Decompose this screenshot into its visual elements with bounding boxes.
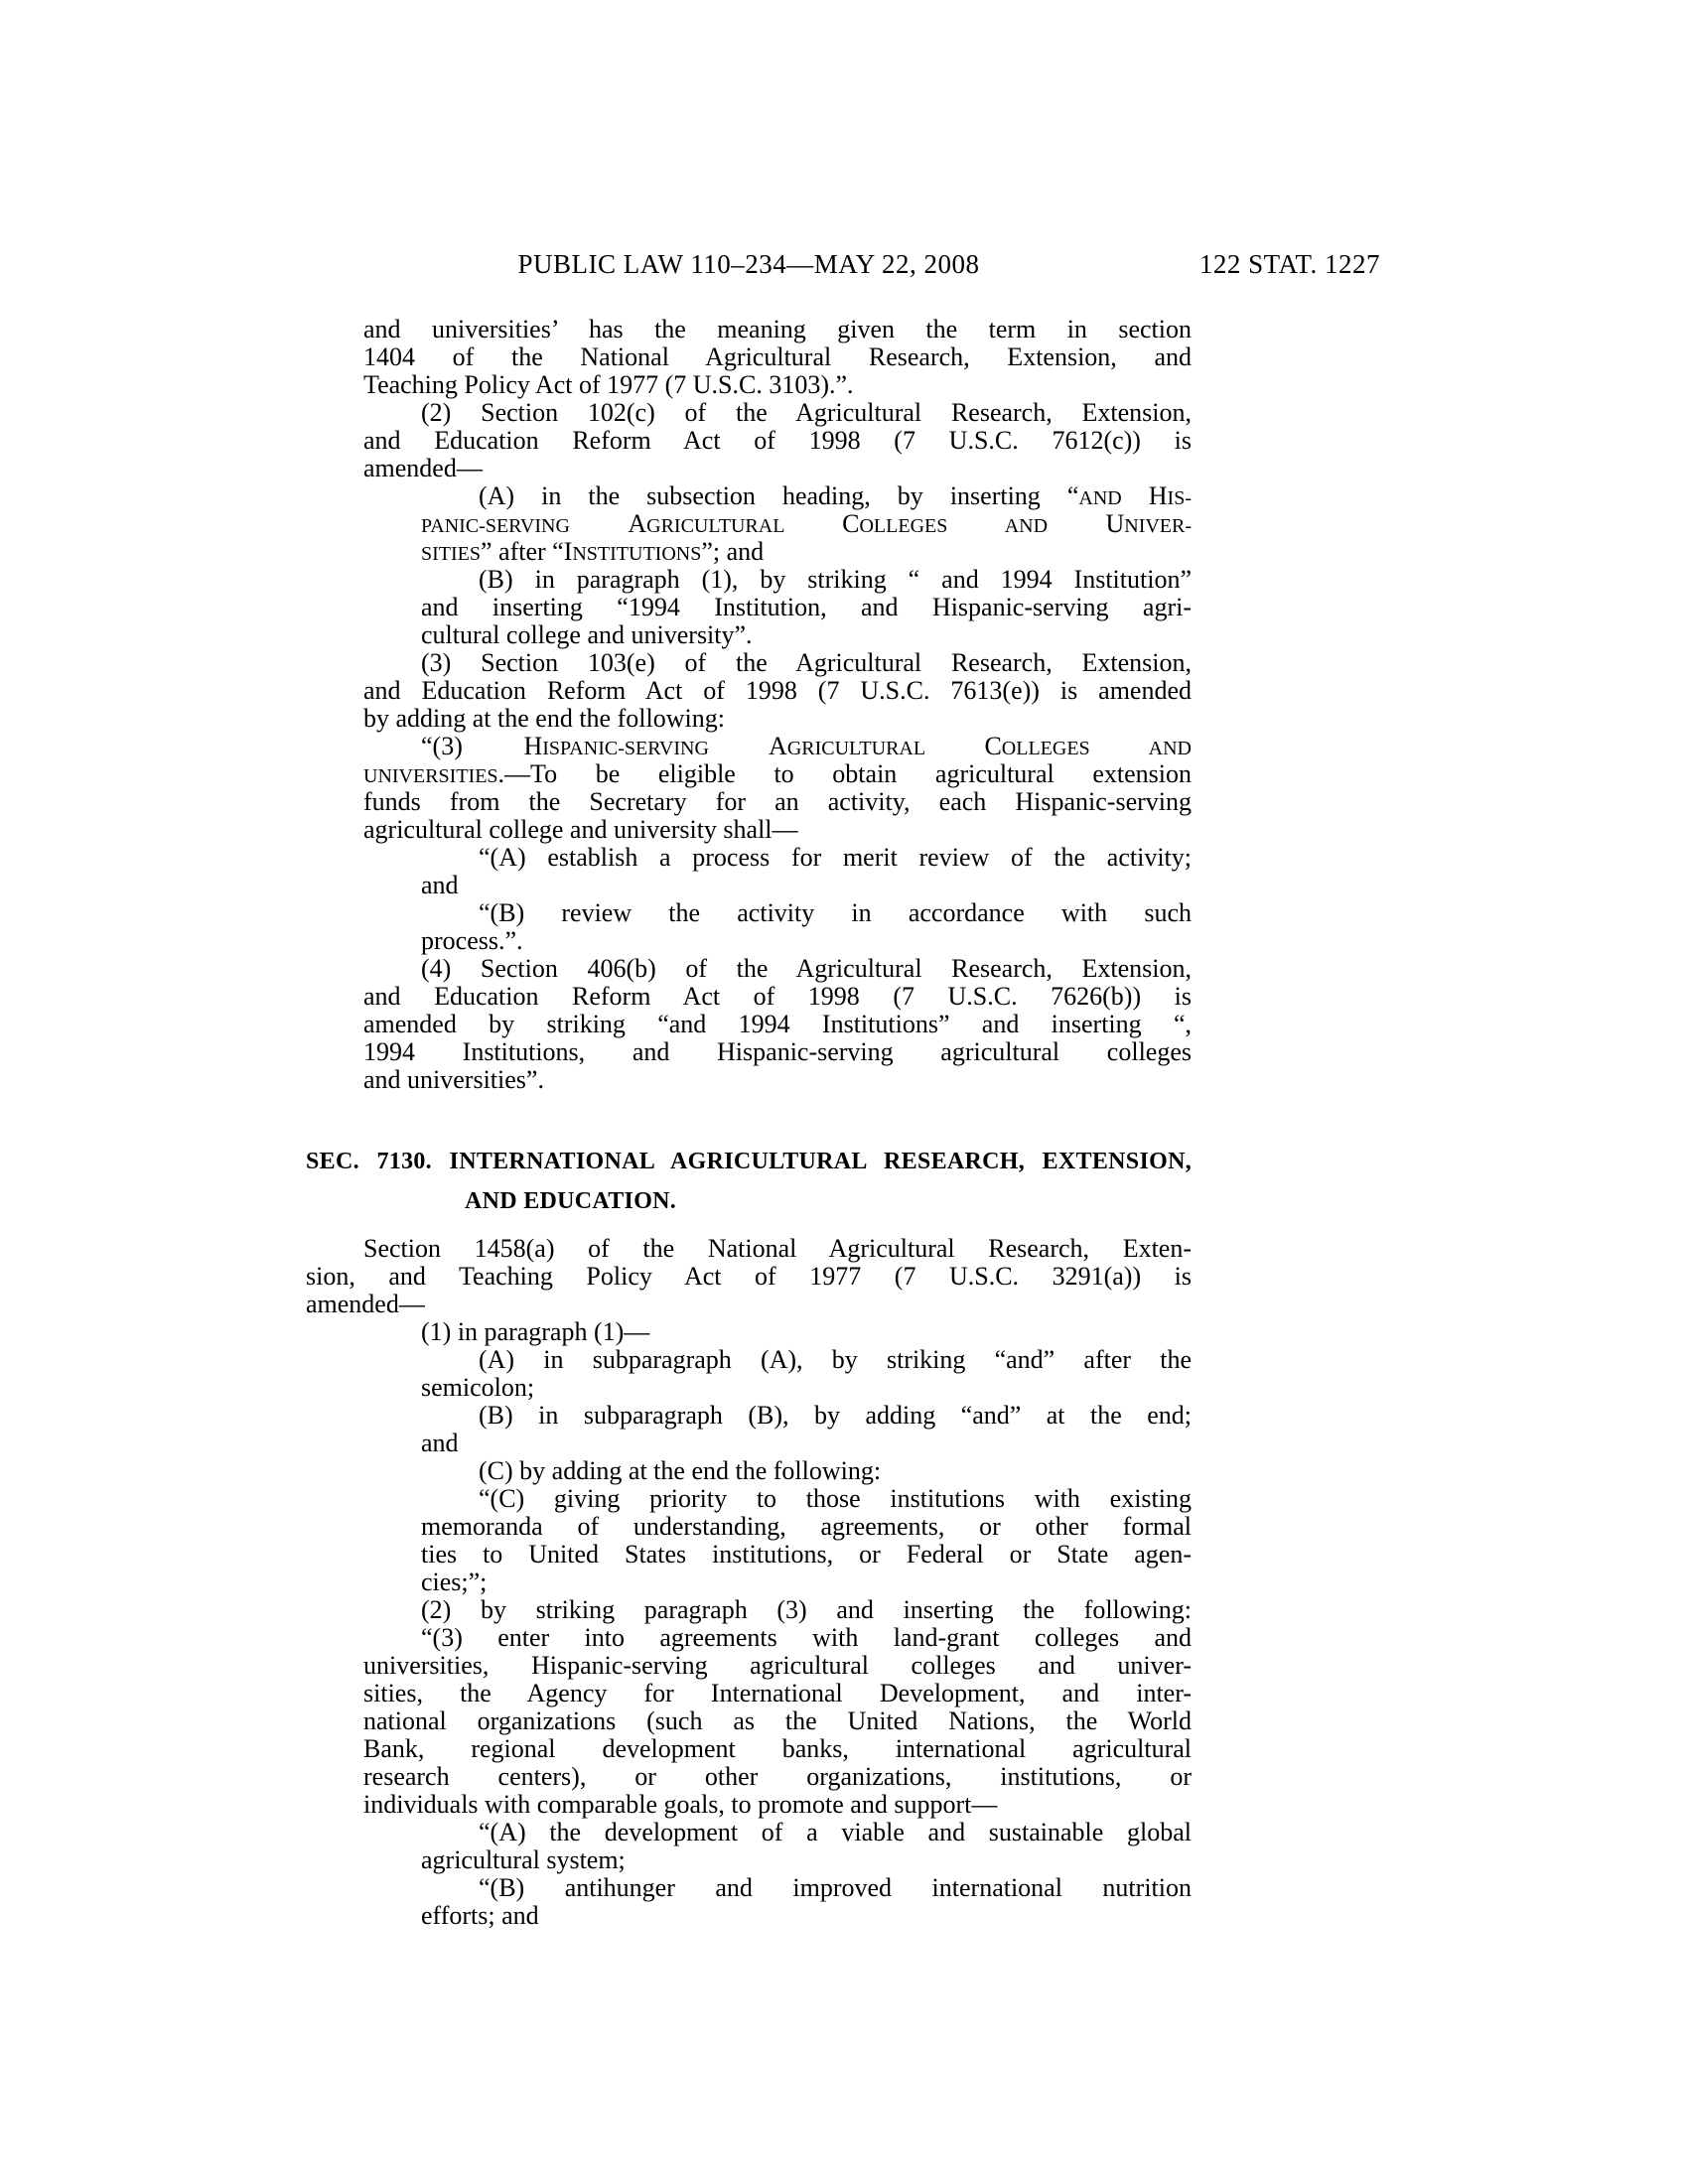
section-heading-line: [306, 1142, 1192, 1181]
text-line: [479, 1819, 1192, 1846]
text-segment: cultural college and university”.: [421, 620, 753, 649]
text-segment: (C) by adding at the end the following:: [479, 1456, 882, 1485]
text-segment: A: [628, 509, 647, 538]
text-segment: sities, the Agency for International Development, and inter-: [363, 1679, 1192, 1707]
text-segment: C: [842, 509, 860, 538]
text-segment: “(A) the development of a viable and sustainable global: [479, 1818, 1192, 1846]
text-line: [479, 899, 1192, 927]
text-segment: agricultural system;: [421, 1845, 626, 1874]
text-segment: by adding at the end the following:: [363, 704, 725, 733]
text-segment: ”; and: [701, 537, 765, 566]
small-caps-text: UNIVERSITIES: [363, 765, 498, 787]
text-segment: “(B) review the activity in accordance with such: [479, 898, 1192, 927]
text-line: [421, 510, 1192, 538]
text-segment: Bank, regional development banks, international agricultural: [363, 1734, 1192, 1763]
text-segment: .—To be eligible to obtain agricultural extension: [497, 759, 1192, 788]
text-segment: (3) Section 103(e) of the Agricultural Research, Extension,: [421, 648, 1192, 677]
text-line: [421, 955, 1192, 983]
text-segment: “(3) enter into agreements with land-grant colleges and: [421, 1623, 1192, 1652]
text-line: [363, 1235, 1192, 1263]
text-line: [421, 594, 1192, 621]
text-segment: (A) in subparagraph (A), by striking “and” after the: [479, 1345, 1192, 1374]
text-segment: and inserting “1994 Institution, and Hispanic-serving agri-: [421, 593, 1192, 621]
text-segment: individuals with comparable goals, to promote and support—: [363, 1790, 998, 1819]
small-caps-text: NIVER-: [1124, 515, 1193, 537]
small-caps-text: OLLEGES AND: [1001, 738, 1193, 759]
small-caps-text: PANIC-SERVING: [421, 515, 629, 537]
text-line: [479, 566, 1192, 594]
text-segment: Section 1458(a) of the National Agricultural Research, Exten-: [363, 1234, 1192, 1263]
small-caps-text: ISPANIC-SERVING: [542, 738, 770, 759]
text-segment: U: [1105, 509, 1125, 538]
text-line: [363, 1735, 1192, 1763]
text-segment: and universities”.: [363, 1065, 544, 1094]
text-segment: and universities’ has the meaning given the term in section: [363, 315, 1192, 343]
text-segment: funds from the Secretary for an activity, each Hispanic-serving: [363, 787, 1192, 816]
text-segment: “(A) establish a process for merit review of the activity;: [479, 843, 1192, 872]
text-segment: and Education Reform Act of 1998 (7 U.S.C. 7626(b)) is: [363, 982, 1192, 1011]
text-segment: H: [1121, 481, 1168, 510]
text-segment: agricultural college and university shall—: [363, 815, 798, 844]
small-caps-text: GRICULTURAL: [646, 515, 843, 537]
text-segment: process.”.: [421, 926, 523, 955]
text-segment: C: [984, 732, 1002, 760]
law-citation: PUBLIC LAW 110–234—MAY 22, 2008: [517, 249, 980, 279]
text-segment: and Education Reform Act of 1998 (7 U.S.C. 7613(e)) is amended: [363, 676, 1192, 705]
text-segment: (B) in paragraph (1), by striking “ and 1994 Institution”: [479, 565, 1192, 594]
text-segment: 1404 of the National Agricultural Research, Extension, and: [363, 342, 1192, 371]
small-caps-text: IS-: [1167, 487, 1192, 509]
text-segment: national organizations (such as the United Nations, the World: [363, 1706, 1192, 1735]
small-caps-text: OLLEGES AND: [859, 515, 1106, 537]
small-caps-text: AND: [1078, 487, 1122, 509]
text-segment: (B) in subparagraph (B), by adding “and” at the end;: [479, 1401, 1192, 1430]
text-line: [421, 1624, 1192, 1652]
text-segment: AND EDUCATION.: [465, 1188, 677, 1214]
text-line: [421, 733, 1192, 760]
text-line: [306, 1263, 1192, 1291]
text-line: [421, 1541, 1192, 1569]
text-segment: “(C) giving priority to those institutions with existing: [479, 1484, 1192, 1513]
stat-citation: 122 STAT. 1227: [1198, 249, 1380, 279]
text-line: [363, 677, 1192, 705]
text-line: [363, 343, 1192, 371]
text-line: [363, 1011, 1192, 1038]
text-segment: and: [421, 871, 459, 899]
text-line: [479, 482, 1192, 510]
text-line: [479, 1402, 1192, 1430]
text-line: [363, 1652, 1192, 1680]
text-segment: semicolon;: [421, 1373, 535, 1402]
text-segment: sion, and Teaching Policy Act of 1977 (7 U.S.C. 3291(a)) is: [306, 1262, 1192, 1291]
text-line: [363, 1707, 1192, 1735]
small-caps-text: GRICULTURAL: [786, 738, 985, 759]
text-line: [421, 649, 1192, 677]
text-line: [363, 1763, 1192, 1791]
text-segment: (4) Section 406(b) of the Agricultural Research, Extension,: [421, 954, 1192, 983]
text-segment: cies;”;: [421, 1568, 488, 1596]
text-segment: universities, Hispanic-serving agricultural colleges and univer-: [363, 1651, 1192, 1680]
page-header: [0, 248, 1688, 282]
text-segment: 1994 Institutions, and Hispanic-serving agricultural colleges: [363, 1037, 1192, 1066]
text-segment: (2) by striking paragraph (3) and inserting the following:: [421, 1595, 1192, 1624]
small-caps-text: NSTITUTIONS: [572, 543, 702, 565]
text-line: [421, 399, 1192, 427]
text-line: [421, 1596, 1192, 1624]
text-line: [363, 427, 1192, 455]
small-caps-text: SITIES: [421, 543, 481, 565]
text-segment: “(B) antihunger and improved international nutrition: [479, 1873, 1192, 1902]
text-line: [363, 983, 1192, 1011]
text-segment: A: [769, 732, 787, 760]
text-segment: SEC. 7130. INTERNATIONAL AGRICULTURAL RESEARCH, EXTENSION,: [306, 1149, 1192, 1174]
text-line: [363, 1038, 1192, 1066]
document-body: [306, 316, 1192, 1930]
text-line: [479, 1485, 1192, 1513]
text-line: [363, 316, 1192, 343]
text-segment: amended—: [306, 1290, 425, 1318]
text-segment: ” after “I: [481, 537, 573, 566]
text-segment: (A) in the subsection heading, by inserting “: [479, 481, 1079, 510]
text-segment: and: [421, 1429, 459, 1457]
text-segment: amended—: [363, 454, 483, 482]
text-segment: and Education Reform Act of 1998 (7 U.S.C. 7612(c)) is: [363, 426, 1192, 455]
text-segment: ties to United States institutions, or Federal or State agen-: [421, 1540, 1192, 1569]
text-line: [479, 1874, 1192, 1902]
text-segment: (2) Section 102(c) of the Agricultural Research, Extension,: [421, 398, 1192, 427]
text-line: [363, 788, 1192, 816]
text-segment: Teaching Policy Act of 1977 (7 U.S.C. 3103).”.: [363, 370, 854, 399]
text-line: [479, 1346, 1192, 1374]
text-line: [363, 760, 1192, 788]
text-line: [363, 1680, 1192, 1707]
text-line: [421, 1318, 1192, 1346]
text-segment: efforts; and: [421, 1901, 539, 1930]
text-segment: memoranda of understanding, agreements, or other formal: [421, 1512, 1192, 1541]
text-segment: (1) in paragraph (1)—: [421, 1317, 650, 1346]
text-line: [479, 1457, 1192, 1485]
text-segment: amended by striking “and 1994 Institutions” and inserting “,: [363, 1010, 1192, 1038]
text-segment: research centers), or other organizations, institutions, or: [363, 1762, 1192, 1791]
text-line: [421, 1513, 1192, 1541]
text-line: [479, 844, 1192, 872]
text-segment: “(3) H: [421, 732, 543, 760]
